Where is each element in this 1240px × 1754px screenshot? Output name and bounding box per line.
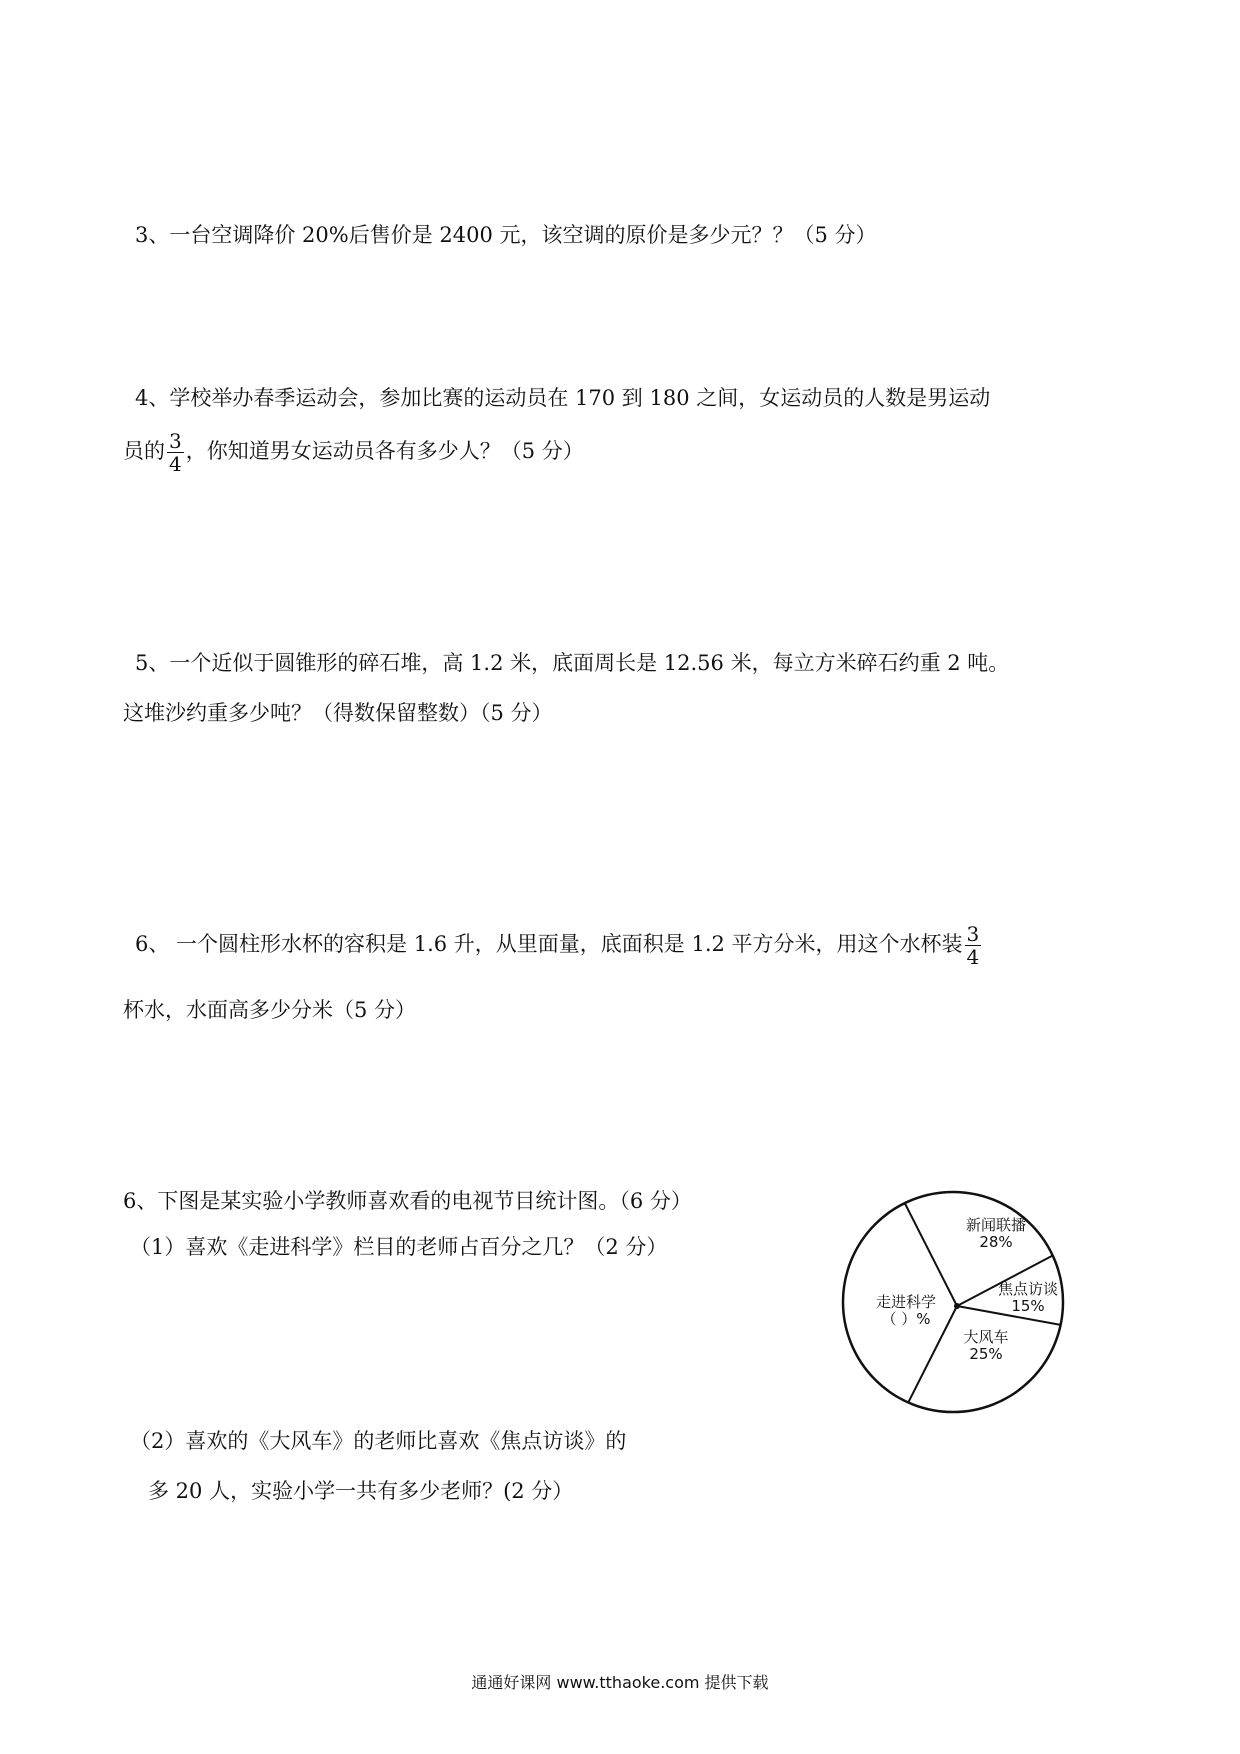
question-6a-line-2: 杯水，水面高多少分米（5 分） (123, 998, 417, 1022)
pie-center-dot (954, 1303, 960, 1309)
pie-chart (836, 1182, 1086, 1432)
pie-chart-svg (836, 1182, 1086, 1432)
fraction-numerator: 3 (966, 922, 980, 946)
question-4-prefix: 员的 (123, 439, 165, 463)
fraction-denominator: 4 (966, 945, 980, 969)
pie-slice-label: 走进科学 (875, 1293, 937, 1311)
fraction-three-quarters (965, 923, 982, 968)
pie-slice-value: 25% (969, 1345, 1003, 1363)
fraction-numerator: 3 (169, 429, 182, 453)
pie-slice-label: 焦点访谈 (997, 1280, 1059, 1298)
pie-slice-label: 大风车 (963, 1328, 1009, 1346)
question-5-line-1: 5、一个近似于圆锥形的碎石堆，高 1.2 米，底面周长是 12.56 米，每立方米碎石约重 2 吨。 (135, 651, 1010, 675)
question-4-line-2 (123, 427, 584, 475)
pie-divider-1 (905, 1203, 957, 1306)
footer-credit: 通通好课网 www.tthaoke.com 提供下载 (471, 1673, 769, 1692)
question-6b-intro: 6、下图是某实验小学教师喜欢看的电视节目统计图。（6 分） (123, 1189, 692, 1213)
question-6a-line-1 (135, 920, 983, 968)
pie-slice-label: 新闻联播 (965, 1216, 1027, 1234)
question-6b-sub-1: （1）喜欢《走进科学》栏目的老师占百分之几？（2 分） (130, 1235, 668, 1259)
question-6b-sub-2-line-2: 多 20 人，实验小学一共有多少老师？(2 分） (148, 1479, 574, 1503)
question-4-line-1: 4、学校举办春季运动会，参加比赛的运动员在 170 到 180 之间，女运动员的人数是男运动 (135, 386, 991, 410)
question-5-line-2: 这堆沙约重多少吨？（得数保留整数）（5 分） (123, 701, 553, 725)
pie-slice-value: 28% (979, 1233, 1013, 1251)
question-4-suffix: ，你知道男女运动员各有多少人？（5 分） (185, 439, 584, 463)
question-6b-sub-2-line-1: （2）喜欢的《大风车》的老师比喜欢《焦点访谈》的 (130, 1429, 627, 1453)
pie-slice-value: 15% (1011, 1297, 1045, 1315)
pie-divider-3 (957, 1306, 1061, 1325)
question-6a-prefix: 6、 一个圆柱形水杯的容积是 1.6 升，从里面量，底面积是 1.2 平方分米，用这个水杯装 (135, 932, 963, 956)
fraction-three-quarters (167, 430, 184, 475)
fraction-denominator: 4 (169, 452, 182, 476)
pie-slice-value: （ ）% (881, 1310, 931, 1328)
question-3: 3、一台空调降价 20%后售价是 2400 元，该空调的原价是多少元？？（5 分） (135, 223, 877, 247)
